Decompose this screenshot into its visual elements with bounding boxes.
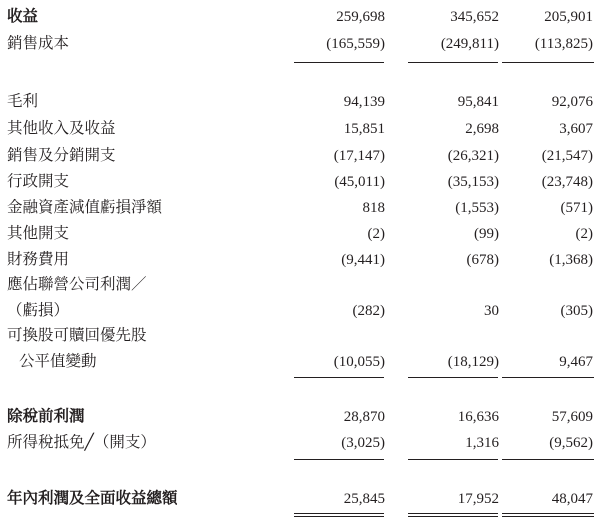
statement-row-selling-expenses [0,143,600,169]
subtotal-rule [408,459,498,460]
value-cell: 95,841 [457,94,499,110]
statement-row-total-comprehensive-income [0,486,600,512]
statement-row-other-expenses [0,221,600,247]
value-cell: (10,055) [333,354,385,370]
value-cell: 2,698 [465,121,499,137]
value-cell: (249,811) [440,36,499,52]
subtotal-rule [294,459,384,460]
row-label: 金融資產減值虧損淨額 [7,199,163,216]
value-cell: 94,139 [343,94,385,110]
row-label: 可換股可贖回優先股 [7,327,147,344]
total-double-rule [294,513,384,514]
value-cell: (165,559) [326,36,385,52]
value-cell: (21,547) [541,148,593,164]
value-cell: 48,047 [551,491,593,507]
row-label: 年內利潤及全面收益總額 [7,490,178,507]
value-cell: 28,870 [343,409,385,425]
row-label: （虧損） [7,302,70,319]
value-cell: 9,467 [559,354,593,370]
row-label: 應佔聯營公司利潤／ [7,276,147,293]
value-cell: (35,153) [447,174,499,190]
statement-row-impairment-losses [0,195,600,221]
total-double-rule [408,513,498,514]
value-cell: (3,025) [341,435,385,451]
statement-row-finance-costs [0,247,600,273]
value-cell: (18,129) [447,354,499,370]
value-cell: (99) [474,226,499,242]
row-label: 財務費用 [7,251,70,268]
subtotal-rule [294,377,384,378]
subtotal-rule [502,459,594,460]
statement-row-admin-expenses [0,169,600,195]
statement-row-fair-value-changes [0,349,600,375]
row-label: 行政開支 [7,173,70,190]
subtotal-rule [502,377,594,378]
subtotal-rule [408,62,498,63]
row-label: 銷售成本 [7,35,70,52]
value-cell: (1,553) [455,200,499,216]
value-cell: 259,698 [336,9,385,25]
value-cell: 345,652 [450,9,499,25]
subtotal-rule [294,62,384,63]
row-label: 收益 [7,8,39,25]
value-cell: (1,368) [549,252,593,268]
value-cell: (113,825) [534,36,593,52]
value-cell: (571) [560,200,593,216]
total-double-rule [502,513,594,514]
value-cell: (23,748) [541,174,593,190]
statement-row-revenue [0,4,600,30]
statement-row-preferred-shares-heading [0,323,600,349]
subtotal-rule [502,62,594,63]
value-cell: (17,147) [333,148,385,164]
value-cell: 3,607 [559,121,593,137]
value-cell: 25,845 [343,491,385,507]
row-label: 除稅前利潤 [7,408,85,425]
statement-row-gross-profit [0,89,600,115]
statement-row-associates-share [0,298,600,324]
row-label: 銷售及分銷開支 [7,147,116,164]
value-cell: (9,441) [341,252,385,268]
value-cell: (26,321) [447,148,499,164]
statement-row-associates-heading [0,272,600,298]
value-cell: (45,011) [334,174,385,190]
statement-row-other-income [0,116,600,142]
value-cell: (282) [352,303,385,319]
value-cell: (9,562) [549,435,593,451]
value-cell: (2) [575,226,593,242]
row-label: 其他收入及收益 [7,120,116,137]
value-cell: (305) [560,303,593,319]
total-double-rule [502,516,594,517]
value-cell: 818 [362,200,385,216]
value-cell: 92,076 [551,94,593,110]
value-cell: 1,316 [465,435,499,451]
row-label: 所得稅抵免╱（開支） [7,434,156,451]
total-double-rule [408,516,498,517]
value-cell: 57,609 [551,409,593,425]
statement-row-profit-before-tax [0,404,600,430]
value-cell: 205,901 [544,9,593,25]
row-label: 其他開支 [7,225,70,242]
value-cell: 15,851 [343,121,385,137]
row-label: 公平值變動 [19,353,97,370]
value-cell: (678) [466,252,499,268]
statement-row-income-tax [0,430,600,456]
statement-row-cost-of-sales [0,31,600,57]
total-double-rule [294,516,384,517]
value-cell: 30 [484,303,499,319]
row-label: 毛利 [7,93,39,110]
value-cell: 16,636 [457,409,499,425]
subtotal-rule [408,377,498,378]
value-cell: (2) [367,226,385,242]
value-cell: 17,952 [457,491,499,507]
